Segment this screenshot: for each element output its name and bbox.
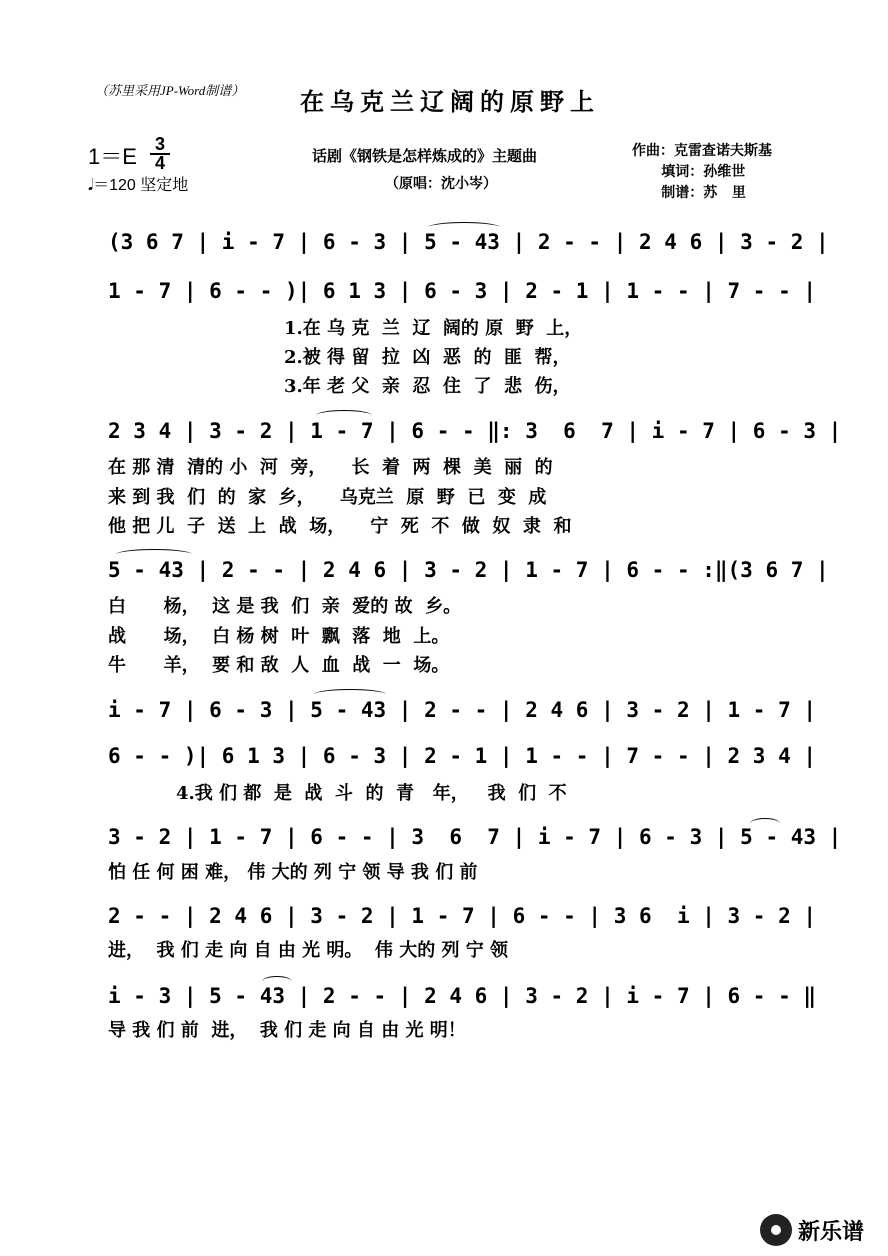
tempo-marking: 𝅘𝅥＝120 坚定地 xyxy=(88,177,189,194)
lyric-line-2-verse-2: 2.被 得 留 拉 凶 恶 的 匪 帮， xyxy=(284,347,571,368)
slur-mark xyxy=(262,976,292,987)
lyric-line-3-verse-1: 在 那 清 清的 小 河 旁， 长 着 两 棵 美 丽 的 xyxy=(108,457,553,478)
lyric-line-3-verse-2: 来 到 我 们 的 家 乡， 乌克兰 原 野 已 变 成 xyxy=(108,487,547,508)
site-logo xyxy=(760,1214,864,1246)
time-signature xyxy=(150,136,170,172)
vinyl-record-icon xyxy=(760,1214,792,1246)
lyric-line-3-verse-3: 他 把 儿 子 送 上 战 场， 宁 死 不 做 奴 隶 和 xyxy=(108,516,572,537)
slur-mark xyxy=(316,410,372,421)
lyric-line-4-verse-3: 牛 羊， 要 和 敌 人 血 战 一 场。 xyxy=(108,655,450,676)
slur-mark xyxy=(428,222,500,233)
score-line-7: 3 - 2 | 1 - 7 | 6 - - | 3 6 7 | i - 7 | 6 - 3 | 5 - 43 | xyxy=(108,825,842,849)
song-title: 在乌克兰辽阔的原野上 xyxy=(300,87,600,116)
lyric-line-8-verse-4: 进， 我 们 走 向 自 由 光 明。 伟 大的 列 宁 领 xyxy=(108,940,508,961)
time-top: 3 xyxy=(154,134,165,154)
lyric-line-7-verse-4: 怕 任 何 困 难， 伟 大的 列 宁 领 导 我 们 前 xyxy=(108,862,478,883)
score-line-3: 2 3 4 | 3 - 2 | 1 - 7 | 6 - - ‖: 3 6 7 | i - 7 | 6 - 3 | xyxy=(108,419,842,443)
slur-mark xyxy=(314,689,386,700)
credits-block xyxy=(632,141,772,204)
arranger-credit: 制谱：苏 里 xyxy=(632,185,746,201)
lyric-line-2-verse-1: 1.在 乌 克 兰 辽 阔的 原 野 上， xyxy=(284,318,583,339)
time-bottom: 4 xyxy=(150,153,170,172)
score-line-9: i - 3 | 5 - 43 | 2 - - | 2 4 6 | 3 - 2 | i - 7 | 6 - - ‖ xyxy=(108,984,817,1008)
score-line-8: 2 - - | 2 4 6 | 3 - 2 | 1 - 7 | 6 - - | 3 6 i | 3 - 2 | xyxy=(108,904,817,928)
lyric-line-6-verse-4: 4.我 们 都 是 战 斗 的 青 年， 我 们 不 xyxy=(176,783,567,804)
key-signature: 1＝E xyxy=(88,144,137,169)
original-singer: （原唱：沈小岑） xyxy=(385,176,497,192)
score-line-2: 1 - 7 | 6 - - )| 6 1 3 | 6 - 3 | 2 - 1 | 1 - - | 7 - - | xyxy=(108,279,817,303)
lyric-line-2-verse-3: 3.年 老 父 亲 忍 住 了 悲 伤， xyxy=(284,376,571,397)
composer-credit: 作曲：克雷查诺夫斯基 xyxy=(632,143,772,159)
slur-mark xyxy=(116,549,192,560)
lyric-line-9-verse-4: 导 我 们 前 进， 我 们 走 向 自 由 光 明！ xyxy=(108,1020,466,1041)
credit-note: （苏里采用JP-Word制谱） xyxy=(95,83,245,98)
subtitle: 话剧《钢铁是怎样炼成的》主题曲 xyxy=(312,147,538,165)
score-line-5: i - 7 | 6 - 3 | 5 - 43 | 2 - - | 2 4 6 | 3 - 2 | 1 - 7 | xyxy=(108,698,817,722)
logo-text: 新乐谱 xyxy=(798,1219,865,1245)
lyric-line-4-verse-1: 白 杨， 这 是 我 们 亲 爱的 故 乡。 xyxy=(108,596,462,617)
lyric-line-4-verse-2: 战 场， 白 杨 树 叶 飘 落 地 上。 xyxy=(108,626,450,647)
score-line-1: (3 6 7 | i - 7 | 6 - 3 | 5 - 43 | 2 - - | 2 4 6 | 3 - 2 | xyxy=(108,230,829,254)
slur-mark xyxy=(750,818,780,829)
score-line-6: 6 - - )| 6 1 3 | 6 - 3 | 2 - 1 | 1 - - | 7 - - | 2 3 4 | xyxy=(108,744,817,768)
lyricist-credit: 填词：孙维世 xyxy=(632,164,746,180)
score-line-4: 5 - 43 | 2 - - | 2 4 6 | 3 - 2 | 1 - 7 | 6 - - :‖(3 6 7 | xyxy=(108,558,829,582)
